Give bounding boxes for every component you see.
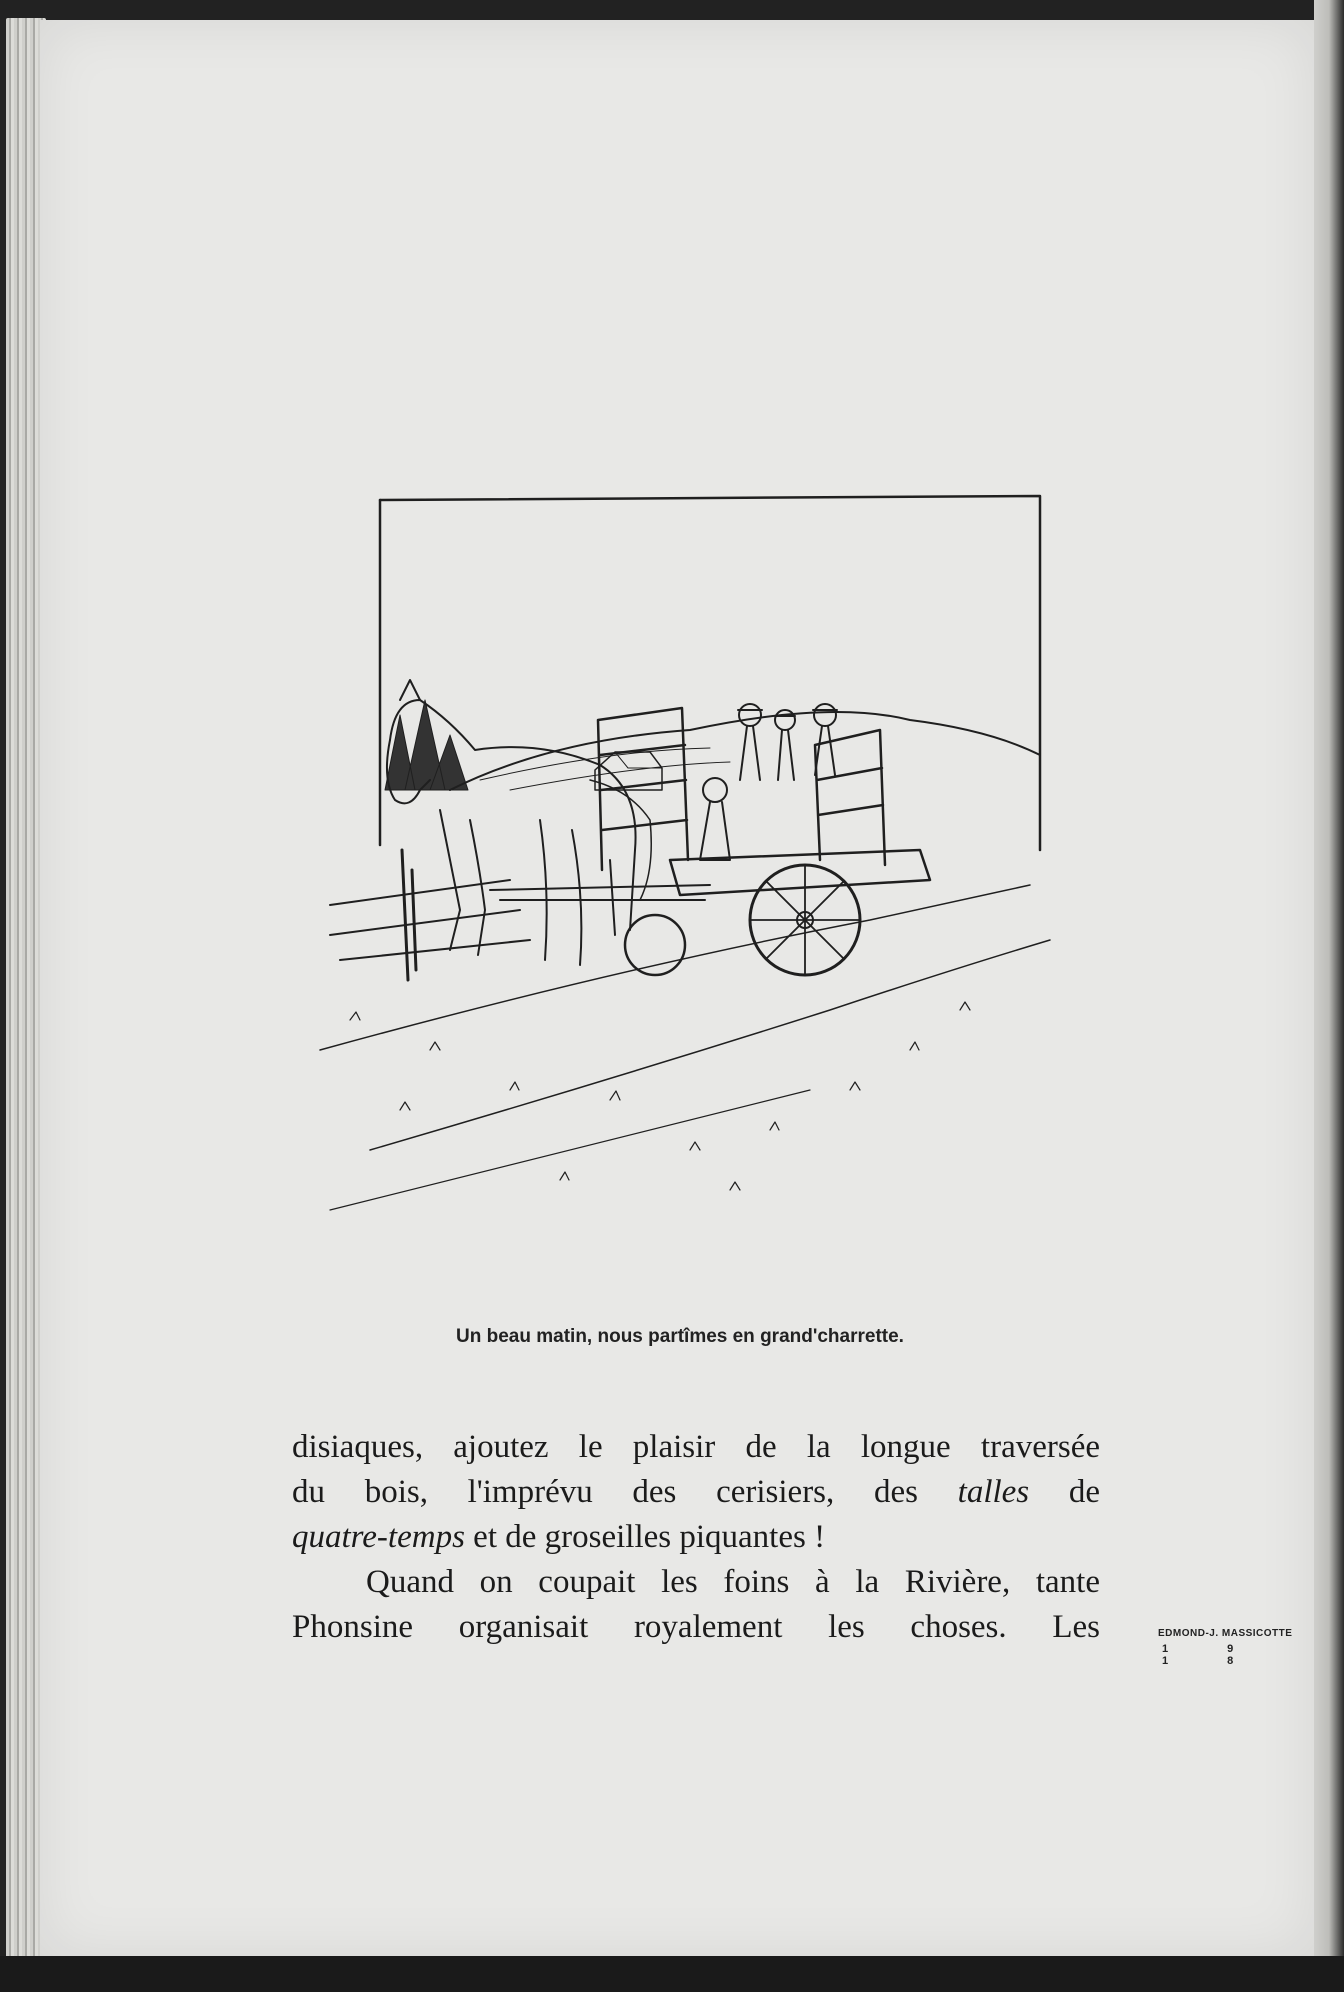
scan-bottom-border [0,1956,1344,1992]
page-right-edge [1314,0,1344,1992]
paragraph-1-line-3-text: et de groseilles piquantes ! [473,1519,826,1555]
artist-signature-year: 1 9 1 8 [1162,1643,1262,1667]
artist-signature [1158,1628,1308,1667]
paragraph-1-line-2-text: du bois, l'imprévu des cerisiers, des [292,1474,918,1510]
paragraph-2-line-1: Quand on coupait les foins à la Rivière, tante [366,1564,1100,1600]
paragraph-1-line-2-end: de [1068,1474,1100,1510]
paragraph-1-line-2 [292,1470,1100,1515]
paragraph-1-line-1: disiaques, ajoutez le plaisir de la longue traversée [292,1429,1100,1465]
paragraph-2-line-2: Phonsine organisait royalement les choses. Les [292,1609,1100,1645]
body-text [292,1425,1100,1650]
italic-term-quatre-temps: quatre-temps [292,1519,465,1555]
illustration-caption: Un beau matin, nous partîmes en grand'charrette. [456,1326,904,1347]
artist-signature-name: EDMOND-J. MASSICOTTE [1158,1628,1293,1639]
italic-term-talles: talles [957,1474,1030,1510]
paragraph-1-line-3 [292,1515,1100,1560]
